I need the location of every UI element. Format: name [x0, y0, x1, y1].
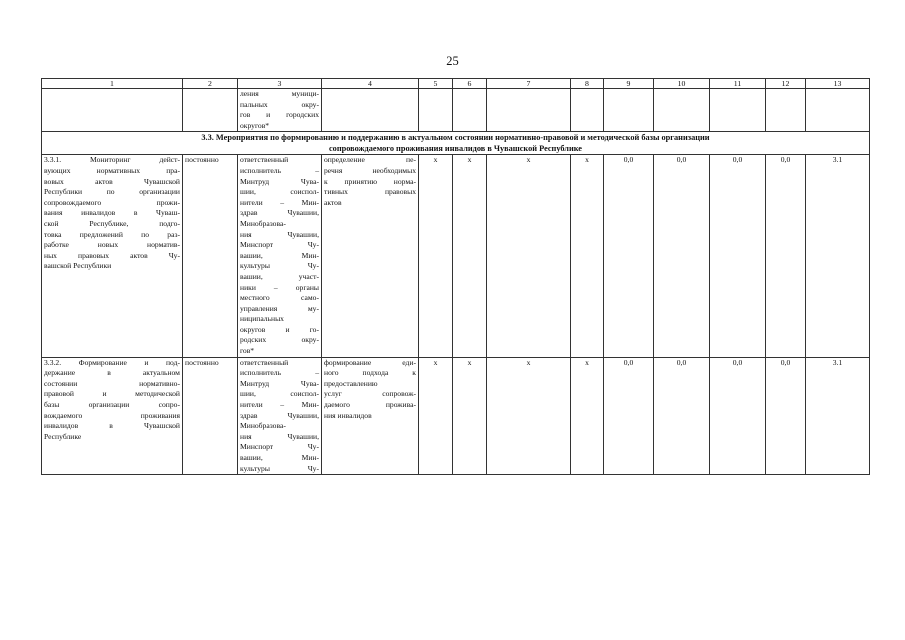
value-cell: х — [487, 357, 571, 475]
text-line: базы организации сопро- — [44, 400, 180, 410]
text-line: к принятию норма- — [324, 176, 416, 186]
value-cell: 0,0 — [654, 155, 710, 357]
text-line: Минобразова- — [240, 421, 286, 431]
text-line: услуг сопровож- — [324, 389, 416, 399]
table-cell — [183, 89, 238, 132]
column-number-row — [42, 79, 870, 89]
text-line: ления муници- — [240, 89, 319, 98]
text-line: определение пе- — [324, 155, 416, 165]
value-cell: х — [487, 155, 571, 357]
text-line: местного само- — [240, 293, 319, 303]
text-line: округов и го- — [240, 324, 319, 334]
section-heading-line: 3.3. Мероприятия по формированию и поддержанию в актуальном состоянии нормативно-правовой и методической базы организации — [201, 133, 710, 143]
text-line: гов* — [240, 346, 255, 356]
column-number: 4 — [322, 79, 419, 89]
text-line: ного подхода к — [324, 368, 416, 378]
table-cell — [806, 89, 870, 132]
text-line: речня необходимых — [324, 165, 416, 175]
value-cell: 0,0 — [710, 357, 766, 475]
table-cell — [710, 89, 766, 132]
text-line: нители – Мин- — [240, 197, 319, 207]
value-cell: х — [571, 155, 604, 357]
expected-result-cell — [322, 155, 419, 357]
value-cell: 0,0 — [604, 357, 654, 475]
value-cell: х — [453, 357, 487, 475]
text-line: Минобразова- — [240, 218, 286, 228]
text-line: культуры Чу- — [240, 261, 319, 271]
text-line: шии, соиспол- — [240, 187, 319, 197]
text-line: управления му- — [240, 303, 319, 313]
value-cell: 3.1 — [806, 357, 870, 475]
column-number: 3 — [238, 79, 322, 89]
text-line: ния Чувашии, — [240, 229, 319, 239]
column-number: 7 — [487, 79, 571, 89]
continuation-executors-cell — [238, 89, 322, 132]
table-cell — [42, 89, 183, 132]
table-cell — [453, 89, 487, 132]
column-number: 8 — [571, 79, 604, 89]
page-number: 25 — [446, 54, 459, 68]
text-line: округов* — [240, 120, 270, 130]
text-line: Минспорт Чу- — [240, 442, 319, 452]
column-number: 5 — [419, 79, 453, 89]
text-line: исполнитель – — [240, 165, 319, 175]
text-line: ния Чувашии, — [240, 431, 319, 441]
column-number: 13 — [806, 79, 870, 89]
text-line: гов и городских — [240, 110, 319, 120]
text-line: культуры Чу- — [240, 463, 319, 473]
column-number: 12 — [766, 79, 806, 89]
text-line: Республике — [44, 431, 82, 441]
text-line: держание в актуальном — [44, 368, 180, 378]
value-cell: 0,0 — [710, 155, 766, 357]
table-cell — [322, 89, 419, 132]
text-line: шии, соиспол- — [240, 389, 319, 399]
text-line: исполнитель – — [240, 368, 319, 378]
column-number: 6 — [453, 79, 487, 89]
value-cell: 0,0 — [604, 155, 654, 357]
section-heading-row — [42, 132, 870, 155]
text-line: вашии, Мин- — [240, 250, 319, 260]
continuation-row — [42, 89, 870, 132]
text-line: ответственный — [240, 155, 289, 165]
table-cell — [419, 89, 453, 132]
text-line: тивных правовых — [324, 187, 416, 197]
text-line: ответственный — [240, 357, 289, 367]
table-row — [42, 357, 870, 475]
term-cell: постоянно — [183, 155, 238, 357]
text-line: правовой и методической — [44, 389, 180, 399]
text-line: предоставлению — [324, 378, 378, 388]
section-heading — [42, 132, 870, 155]
text-line: 3.3.1. Мониторинг дейст- — [44, 155, 180, 165]
table-cell — [654, 89, 710, 132]
text-line: товка предложений по раз- — [44, 229, 180, 239]
text-line: ской Республике, подго- — [44, 218, 180, 228]
table-row — [42, 155, 870, 357]
column-number: 11 — [710, 79, 766, 89]
text-line: Минспорт Чу- — [240, 240, 319, 250]
text-line: ных правовых актов Чу- — [44, 250, 180, 260]
text-line: здрав Чувашии, — [240, 208, 319, 218]
value-cell: х — [453, 155, 487, 357]
column-number: 9 — [604, 79, 654, 89]
text-line: вашской Республики — [44, 261, 112, 271]
value-cell: 0,0 — [766, 155, 806, 357]
column-number: 1 — [42, 79, 183, 89]
table-cell — [571, 89, 604, 132]
text-line: формирование еди- — [324, 357, 416, 367]
value-cell: 0,0 — [766, 357, 806, 475]
table-cell — [487, 89, 571, 132]
text-line: вующих нормативных пра- — [44, 165, 180, 175]
text-line: состоянии нормативно- — [44, 378, 180, 388]
executors-cell — [238, 155, 322, 357]
text-line: ниципальных — [240, 314, 284, 324]
text-line: Минтруд Чува- — [240, 176, 319, 186]
text-line: даемого прожива- — [324, 400, 416, 410]
text-line: вашии, участ- — [240, 271, 319, 281]
value-cell: 0,0 — [654, 357, 710, 475]
measure-name-cell — [42, 357, 183, 475]
text-line: вовых актов Чувашской — [44, 176, 180, 186]
measures-table — [41, 78, 870, 475]
text-line: сопровождаемого прожи- — [44, 197, 180, 207]
column-number: 10 — [654, 79, 710, 89]
text-line: Республики по организации — [44, 187, 180, 197]
section-heading-line: сопровождаемого проживания инвалидов в Чувашской Республике — [329, 144, 582, 154]
text-line: Минтруд Чува- — [240, 378, 319, 388]
value-cell: х — [571, 357, 604, 475]
value-cell: х — [419, 155, 453, 357]
value-cell: х — [419, 357, 453, 475]
text-line: пальных окру- — [240, 99, 319, 109]
text-line: родских окру- — [240, 335, 319, 345]
text-line: инвалидов в Чувашской — [44, 421, 180, 431]
text-line: нители – Мин- — [240, 400, 319, 410]
text-line: вания инвалидов в Чуваш- — [44, 208, 180, 218]
text-line: работке новых норматив- — [44, 240, 180, 250]
expected-result-cell — [322, 357, 419, 475]
text-line: вашии, Мин- — [240, 453, 319, 462]
value-cell: 3.1 — [806, 155, 870, 357]
column-number: 2 — [183, 79, 238, 89]
executors-cell — [238, 357, 322, 475]
measure-name-cell — [42, 155, 183, 357]
table-cell — [766, 89, 806, 132]
text-line: ники – органы — [240, 282, 319, 292]
text-line: здрав Чувашии, — [240, 410, 319, 420]
text-line: вождаемого проживания — [44, 410, 180, 420]
text-line: актов — [324, 197, 342, 207]
text-line: 3.3.2. Формирование и под- — [44, 357, 180, 367]
text-line: ния инвалидов — [324, 410, 372, 420]
term-cell: постоянно — [183, 357, 238, 475]
table-cell — [604, 89, 654, 132]
